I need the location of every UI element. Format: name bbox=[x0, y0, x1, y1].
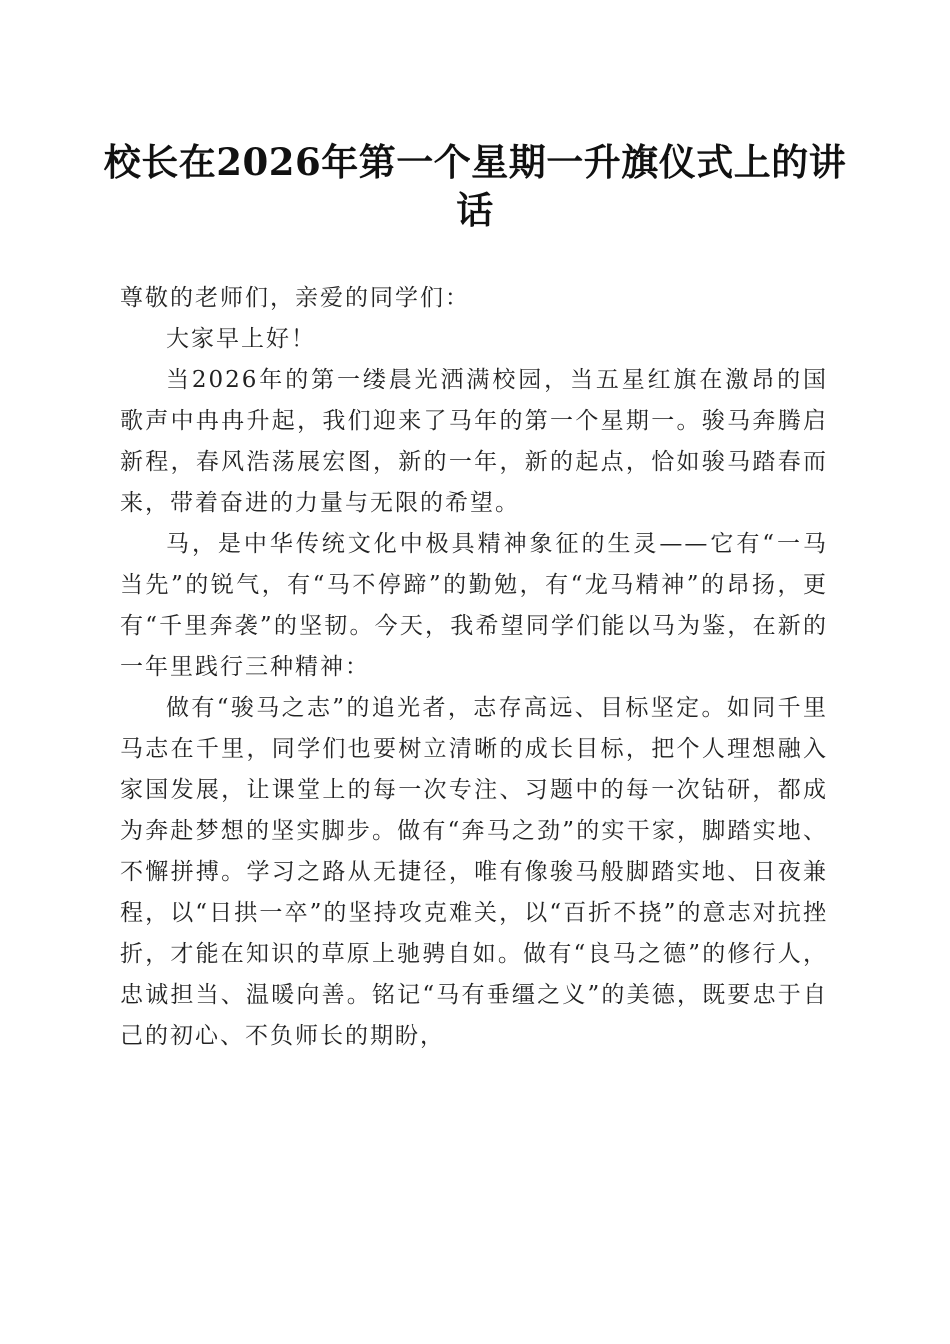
body-paragraph: 马，是中华传统文化中极具精神象征的生灵——它有“一马当先”的锐气，有“马不停蹄”的勤勉，有“龙马精神”的昂扬，更有“千里奔袭”的坚韧。今天，我希望同学们能以马为鉴，在新的一年里践行三种精神： bbox=[120, 531, 828, 680]
body-paragraph: 做有“骏马之志”的追光者，志存高远、目标坚定。如同千里马志在千里，同学们也要树立清晰的成长目标，把个人理想融入家国发展，让课堂上的每一次专注、习题中的每一次钻研，都成为奔赴梦想的坚实脚步。做有“奔马之劲”的实干家，脚踏实地、不懈拼搏。学习之路从无捷径，唯有像骏马般脚踏实地、日夜兼程，以“日拱一卒”的坚持攻克难关，以“百折不挠”的意志对抗挫折，才能在知识的草原上驰骋自如。做有“良马之德”的修行人，忠诚担当、温暖向善。铭记“马有垂缰之义”的美德，既要忠于自己的初心、不负师长的期盼， bbox=[120, 695, 828, 1049]
greeting: 大家早上好！ bbox=[166, 326, 316, 352]
body-paragraph: 当2026年的第一缕晨光洒满校园，当五星红旗在激昂的国歌声中冉冉升起，我们迎来了马年的第一个星期一。骏马奔腾启新程，春风浩荡展宏图，新的一年，新的起点，恰如骏马踏春而来，带着奋进的力量与无限的希望。 bbox=[120, 367, 828, 516]
salutation: 尊敬的老师们，亲爱的同学们： bbox=[120, 285, 470, 311]
document-title: 校长在2026年第一个星期一升旗仪式上的讲话 bbox=[103, 140, 847, 232]
document-body bbox=[120, 278, 828, 1057]
